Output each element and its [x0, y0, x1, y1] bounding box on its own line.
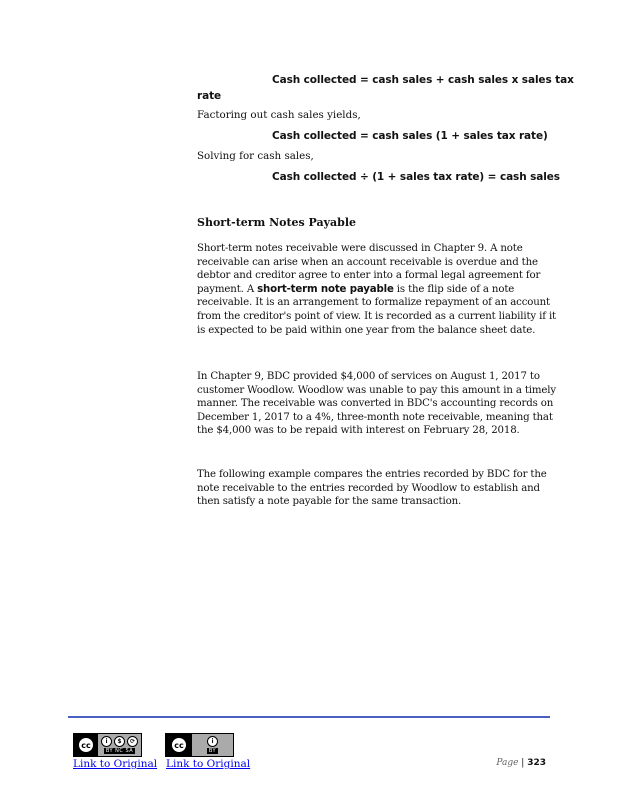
cc-logo-block	[74, 734, 98, 756]
paragraph-3: The following example compares the entries recorded by BDC for the note receivable to the entries recorded by Woodlow to establish and then satisfy a note payable for the same transaction.	[197, 469, 547, 508]
footer-rule	[68, 716, 550, 718]
solving-text: Solving for cash sales,	[197, 150, 314, 162]
formula-line-1-continuation: rate	[197, 90, 222, 102]
attribution-icon: i	[207, 736, 218, 747]
page-number: Page | 323	[496, 758, 546, 768]
cc-license-icons	[192, 734, 233, 756]
link-to-original-2[interactable]: Link to Original	[166, 758, 251, 770]
license-tag: BY	[208, 748, 217, 754]
paragraph-1-text-a: Short-term notes receivable were discussed in Chapter 9. A note receivable can arise when an account receivable is overdue and the debtor and creditor agree to enter into a formal legal agreement for payment. A	[197, 243, 541, 295]
attribution-icon: i	[101, 736, 112, 747]
sharealike-icon: ⟳	[127, 736, 138, 747]
paragraph-2: In Chapter 9, BDC provided $4,000 of services on August 1, 2017 to customer Woodlow. Woodlow was unable to pay this amount in a timely manner. The receivable was converted in BDC's accounting records on December 1, 2017 to a 4%, three-month note receivable, meaning that the $4,000 was to be repaid with interest on February 28, 2018.	[197, 371, 557, 437]
cc-by-nc-sa-badge[interactable]	[73, 733, 142, 757]
license-tag: BY NC SA	[105, 748, 134, 754]
paragraph-1-text-b: is the flip side of a note receivable. It is an arrangement to formalize repayment of an account from the creditor's point of view. It is recorded as a current liability if it is expected to be paid within one year from the balance sheet date.	[197, 283, 556, 336]
factoring-text: Factoring out cash sales yields,	[197, 109, 361, 121]
formula-line-1: Cash collected = cash sales + cash sales x sales tax	[272, 74, 574, 86]
cc-icon-row	[101, 736, 138, 747]
cc-icon: cc	[170, 736, 188, 754]
noncommercial-icon: $	[114, 736, 125, 747]
cc-license-icons	[98, 734, 141, 756]
paragraph-1	[197, 242, 559, 337]
cc-icon: cc	[77, 736, 95, 754]
formula-line-3: Cash collected ÷ (1 + sales tax rate) = cash sales	[272, 171, 560, 183]
paragraph-1-bold-term: short-term note payable	[257, 283, 394, 295]
formula-line-2: Cash collected = cash sales (1 + sales tax rate)	[272, 130, 548, 142]
link-to-original-1[interactable]: Link to Original	[73, 758, 158, 770]
cc-by-badge[interactable]	[165, 733, 234, 757]
cc-icon-row	[207, 736, 218, 747]
page-label: Page	[496, 758, 519, 768]
section-heading: Short-term Notes Payable	[197, 216, 357, 229]
cc-logo-block	[166, 734, 192, 756]
page-number-value: 323	[527, 758, 546, 768]
